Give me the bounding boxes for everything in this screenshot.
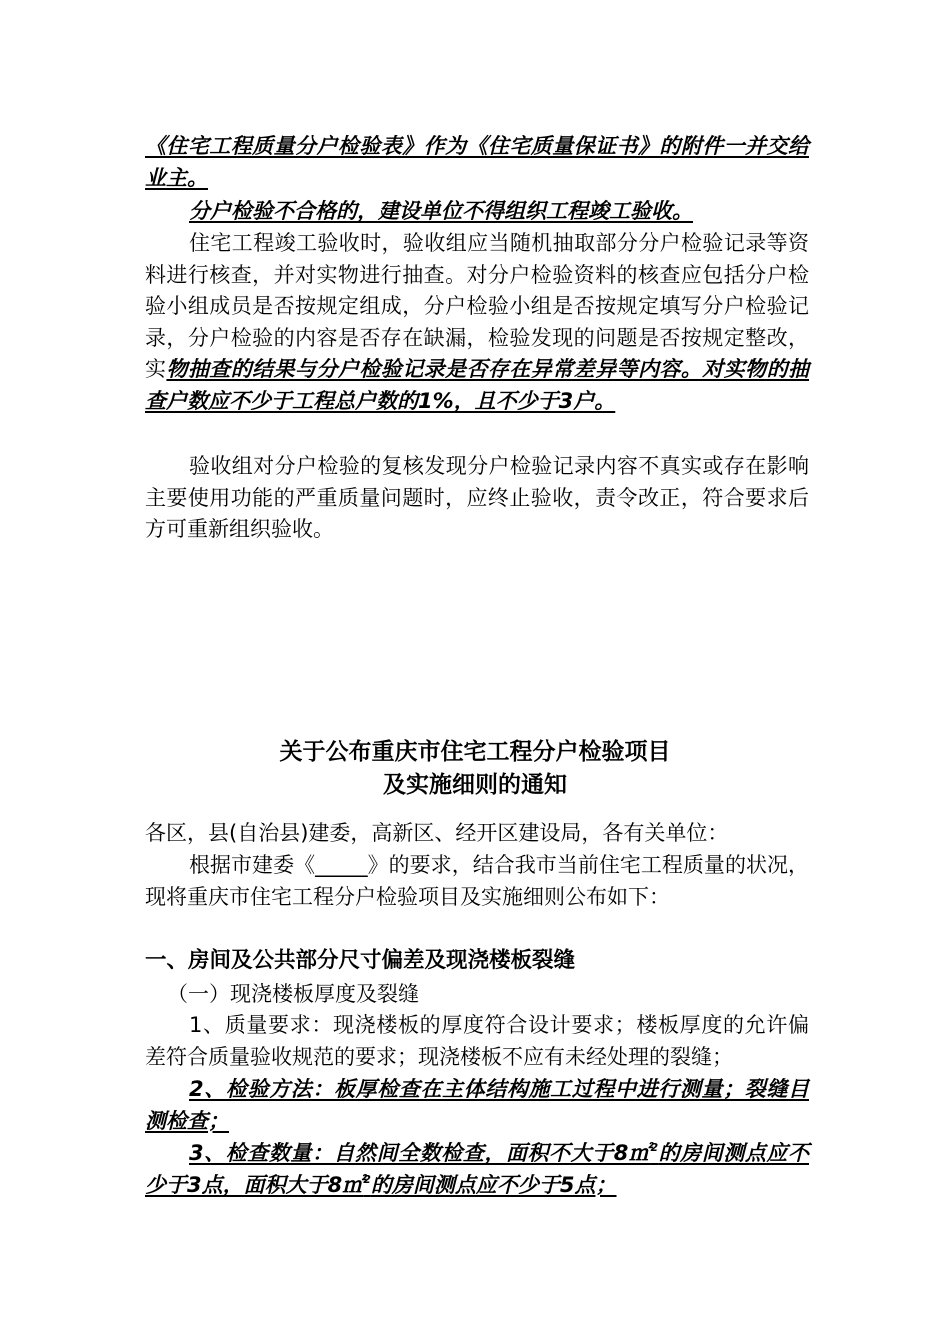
notice-title-line-1: 关于公布重庆市住宅工程分户检验项目 xyxy=(279,739,671,765)
paragraph-intro: 根据市建委《_____》的要求，结合我市当前住宅工程质量的状况，现将重庆市住宅工程分户检验项目及实施细则公布如下： xyxy=(145,853,809,909)
paragraph-verification xyxy=(145,451,809,546)
paragraph-completion-inspection xyxy=(145,228,809,417)
item-inspection-method xyxy=(145,1074,809,1137)
subsection-heading: （一）现浇楼板厚度及裂缝 xyxy=(167,982,419,1006)
notice-title-line-2: 及实施细则的通知 xyxy=(383,772,567,798)
superscript: 2 xyxy=(650,1141,659,1154)
paragraph-attachment-note xyxy=(145,131,809,194)
emphasized-text: 《住宅工程质量分户检验表》作为《住宅质量保证书》的附件一并交给业主。 xyxy=(145,134,809,190)
body-text: 住宅工程竣工验收时，验收组应当随机抽取部分分户检验记录等资料进行核查，并对实物进行抽查。对分户检验资料的核查应包括分户检验小组成员是否按规定组成，分户检验小组是否按规定填写分户检验记录，分户检验的内容是否存在缺漏，检验发现的问题是否按规定整改，实 xyxy=(145,231,809,381)
body-text: 验收组对分户检验的复核发现分户检验记录内容不真实或存在影响主要使用功能的严重质量问题时，应终止验收，责令改正，符合要求后方可重新组织验收。 xyxy=(145,454,809,541)
emphasized-text: 物抽查的结果与分户检验记录是否存在异常差异等内容。对实物的抽查户数应不少于工程总户数的1%，且不少于3户。 xyxy=(145,357,810,413)
salutation: 各区，县(自治县)建委，高新区、经开区建设局，各有关单位： xyxy=(145,821,729,845)
text-segment: 的房间测点应不少于3点，面积大于8㎡ xyxy=(145,1141,809,1197)
text-segment: 3、检查数量：自然间全数检查，面积不大于8㎡ xyxy=(189,1141,651,1165)
emphasized-text: 2、检验方法：板厚检查在主体结构施工过程中进行测量；裂缝目测检查； xyxy=(145,1077,809,1133)
text-segment: 的房间测点应不少于5点； xyxy=(370,1172,617,1197)
section-heading: 一、房间及公共部分尺寸偏差及现浇楼板裂缝 xyxy=(145,948,576,973)
emphasized-text xyxy=(145,1141,809,1197)
paragraph-acceptance-condition xyxy=(145,196,809,228)
item-inspection-quantity xyxy=(145,1138,809,1201)
emphasized-text: 分户检验不合格的，建设单位不得组织工程竣工验收。 xyxy=(189,199,693,223)
item-quality-requirement: 1、质量要求：现浇楼板的厚度符合设计要求；楼板厚度的允许偏差符合质量验收规范的要求；现浇楼板不应有未经处理的裂缝； xyxy=(145,1013,809,1069)
superscript: 2 xyxy=(363,1172,371,1186)
